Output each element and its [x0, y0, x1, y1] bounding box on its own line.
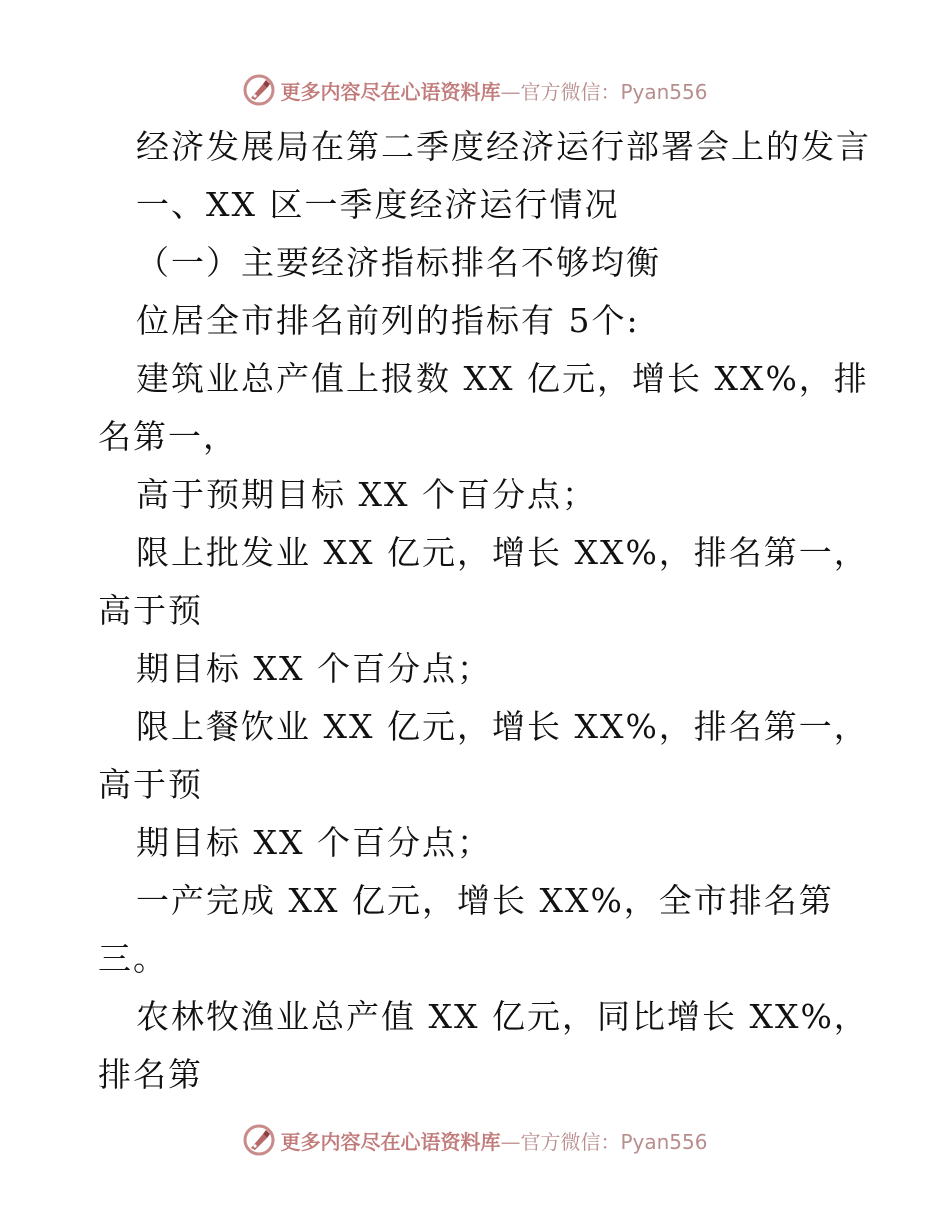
watermark-suffix: 官方微信：Pyan556: [520, 79, 708, 104]
paragraph-line: 一产完成 XX 亿元，增长 XX%，全市排名第: [136, 881, 834, 920]
paragraph-line: 高于预期目标 XX 个百分点；: [136, 475, 597, 514]
paragraph-line: 高于预: [98, 765, 203, 804]
footer-watermark: [0, 1120, 950, 1160]
watermark-suffix: 官方微信：Pyan556: [520, 1129, 708, 1154]
watermark-separator: —: [500, 79, 521, 104]
header-watermark: [0, 70, 950, 110]
watermark-brand: 更多内容尽在心语资料库: [280, 1129, 501, 1154]
section-heading: 一、XX 区一季度经济运行情况: [136, 185, 620, 224]
paragraph-line: 排名第: [98, 1055, 203, 1094]
paragraph-line: 期目标 XX 个百分点；: [136, 823, 492, 862]
pen-nib-seal-icon: [242, 1123, 276, 1157]
subsection-heading: （一）主要经济指标排名不够均衡: [136, 243, 661, 282]
doc-title: 经济发展局在第二季度经济运行部署会上的发言: [136, 127, 871, 166]
paragraph-line: 高于预: [98, 591, 203, 630]
paragraph-line: 建筑业总产值上报数 XX 亿元，增长 XX%，排: [136, 359, 869, 398]
paragraph-line: 农林牧渔业总产值 XX 亿元，同比增长 XX%，: [136, 997, 869, 1036]
paragraph-line: 期目标 XX 个百分点；: [136, 649, 492, 688]
document-body: [98, 118, 871, 1104]
paragraph-line: 限上批发业 XX 亿元，增长 XX%，排名第一，: [136, 533, 869, 572]
paragraph-line: 三。: [98, 939, 168, 978]
paragraph-line: 限上餐饮业 XX 亿元，增长 XX%，排名第一，: [136, 707, 869, 746]
paragraph-line: 名第一，: [98, 417, 238, 456]
watermark-separator: —: [500, 1129, 521, 1154]
paragraph-line: 位居全市排名前列的指标有 5个:: [136, 301, 640, 340]
watermark-brand: 更多内容尽在心语资料库: [280, 79, 501, 104]
pen-nib-seal-icon: [242, 73, 276, 107]
